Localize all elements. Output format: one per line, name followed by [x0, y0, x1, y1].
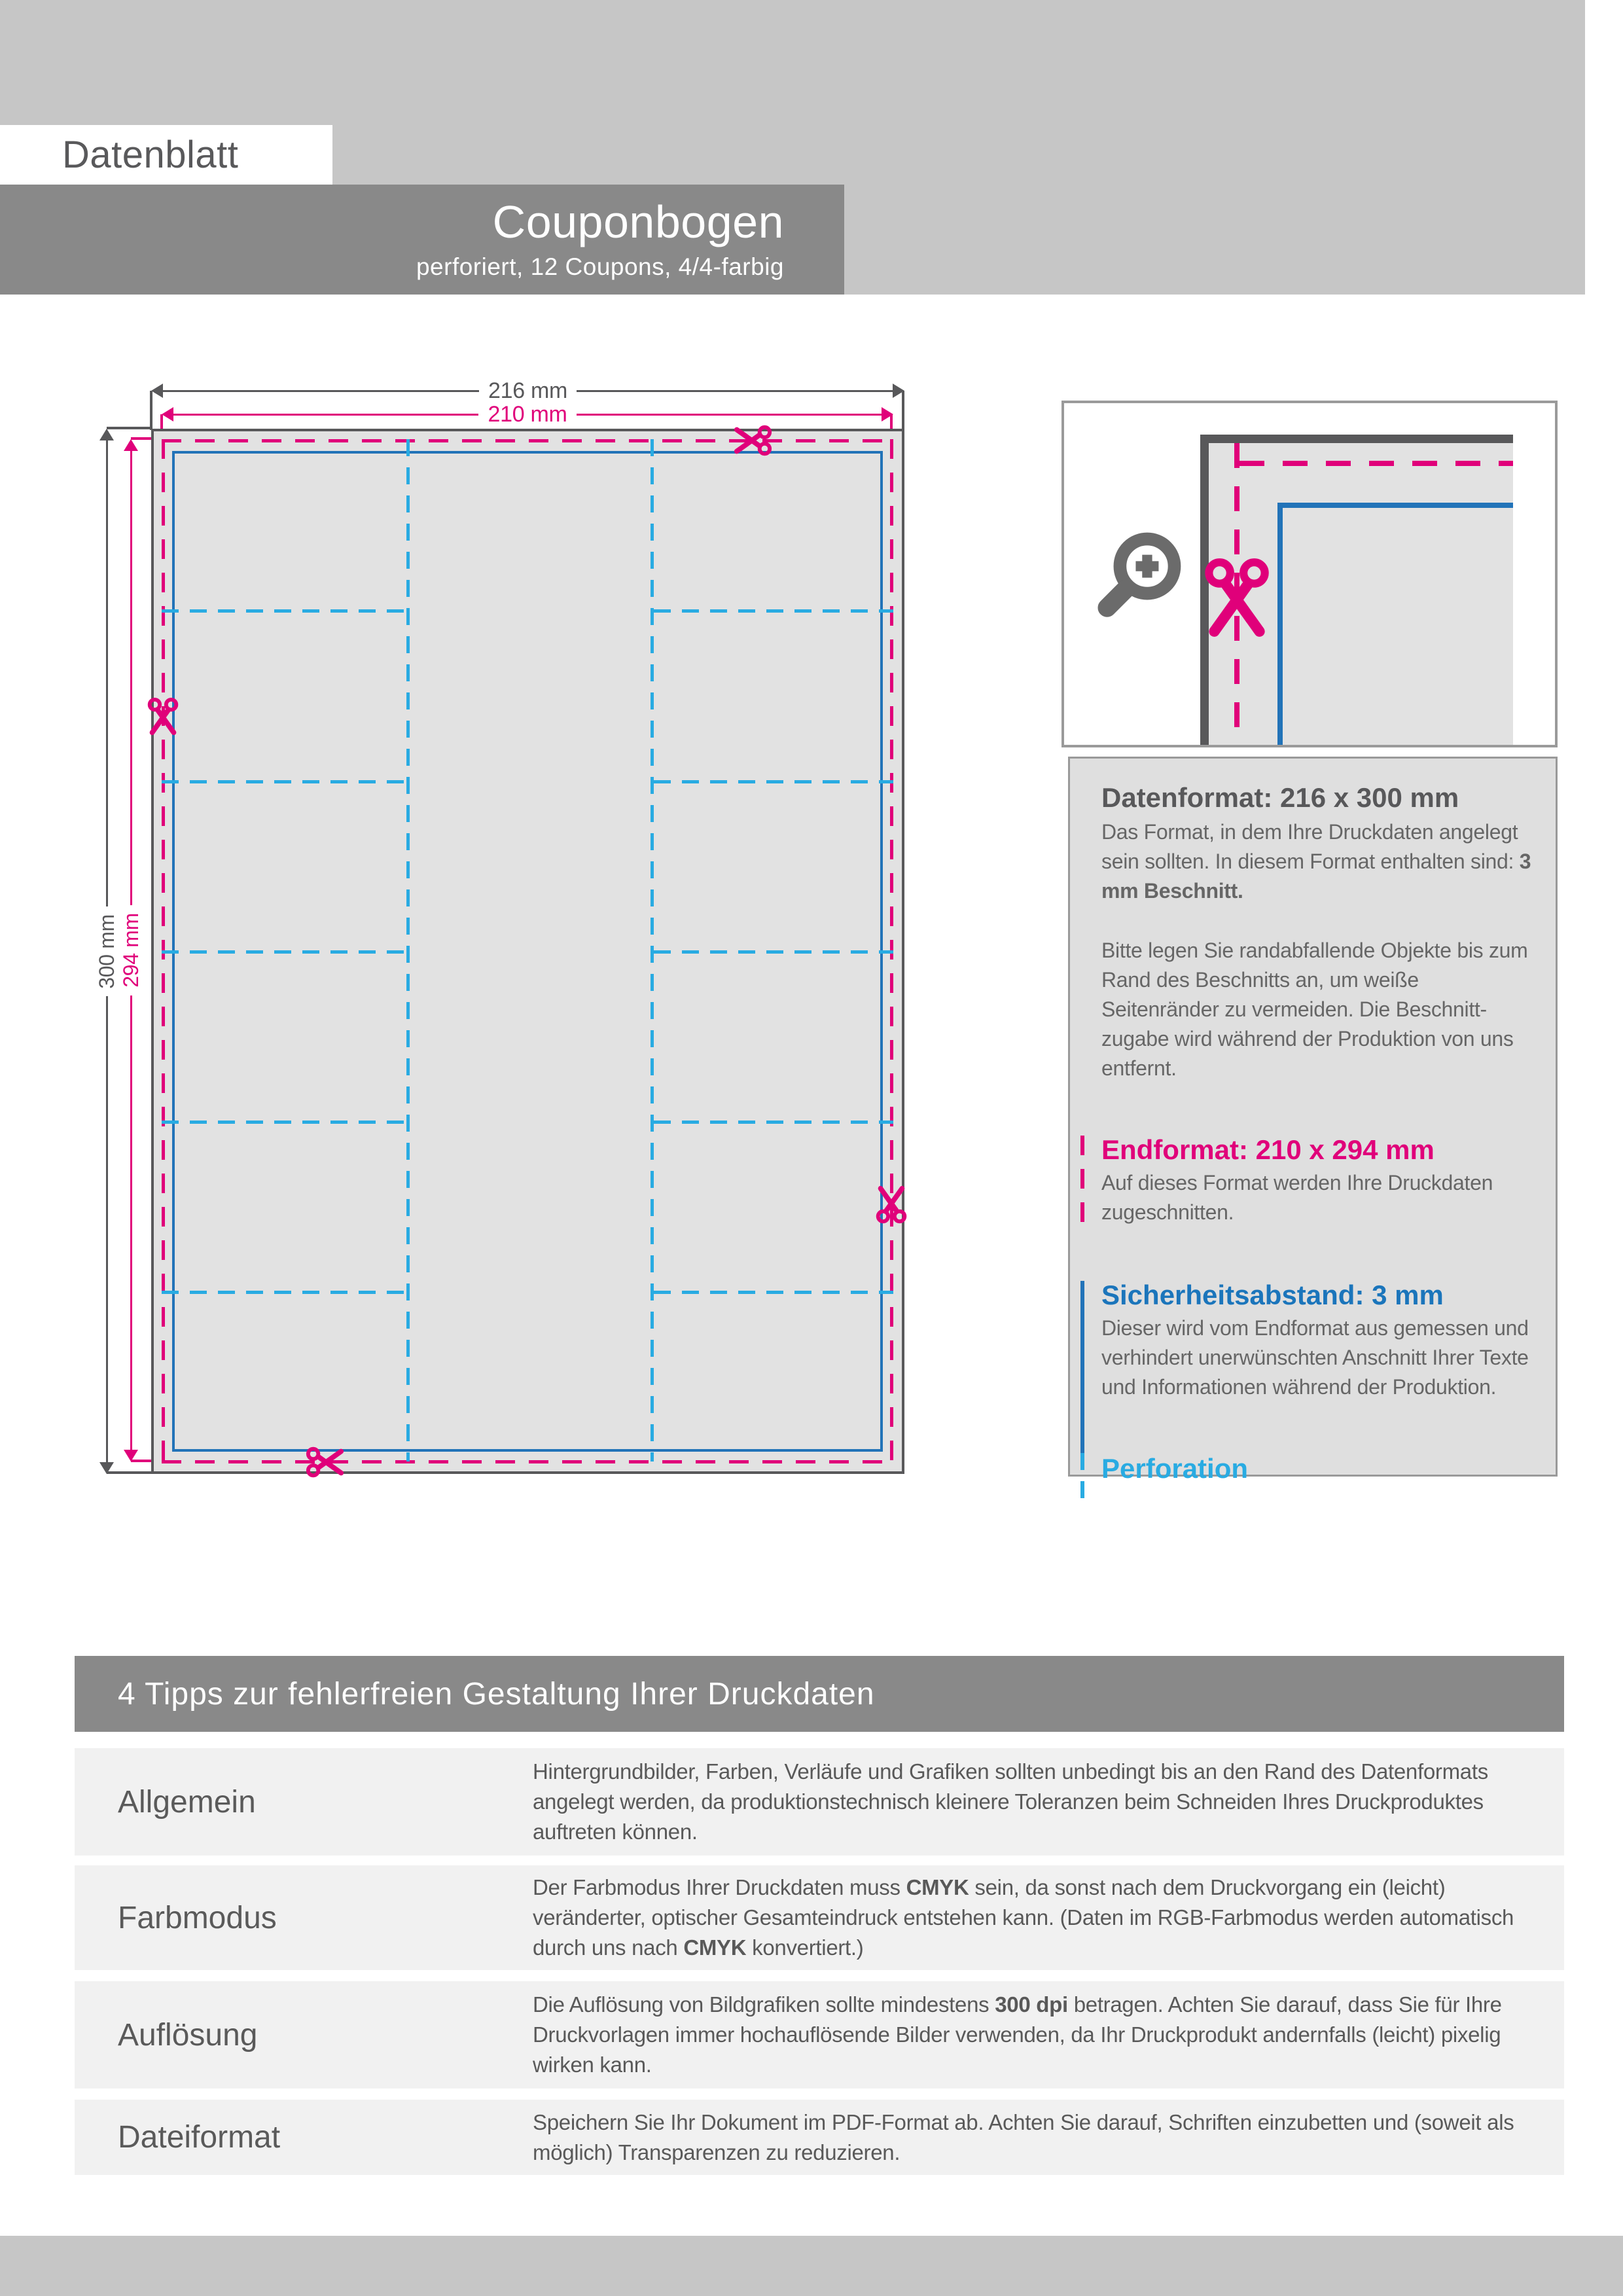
datenformat-text: Das Format, in dem Ihre Druckdaten angelegt sein sollten. In diesem Format enthalten sind: 3 mm Beschnitt.	[1101, 820, 1531, 903]
arrowhead-left-icon	[162, 407, 173, 422]
perforation-line-horizontal	[654, 609, 893, 613]
tips-row-label: Auflösung	[118, 2017, 258, 2053]
perforation-line-horizontal	[162, 780, 406, 783]
perforation-line-horizontal	[654, 950, 893, 954]
perforation-line-horizontal	[162, 1121, 406, 1124]
arrowhead-up-icon	[124, 439, 138, 451]
datenblatt-label-box	[0, 125, 332, 185]
tips-row-label: Allgemein	[118, 1784, 256, 1820]
scissors-icon	[143, 696, 183, 737]
cut-line-bottom	[162, 1460, 893, 1463]
scissors-icon	[871, 1184, 912, 1225]
dim-label-210mm: 210 mm	[488, 401, 567, 427]
endformat-marker-line	[1080, 1136, 1084, 1229]
tips-row-text: Der Farbmodus Ihrer Druckdaten muss CMYK sein, da sonst nach dem Druckvorgang ein (leicht) veränderter, optischer Gesamteindruck entstehen kann. (Daten im RGB-Farbmodus werden automatisch durch uns nach CMYK konvertiert.)	[533, 1875, 1514, 1960]
endformat-title: Endformat: 210 x 294 mm	[1101, 1134, 1435, 1165]
tips-row-dateiformat	[75, 2100, 1564, 2175]
dim-label-300mm: 300 mm	[94, 914, 118, 989]
tips-row-label: Farbmodus	[118, 1900, 277, 1935]
datenformat-title: Datenformat: 216 x 300 mm	[1101, 782, 1459, 813]
sheet-edge-top	[1200, 435, 1513, 443]
tips-row-farbmodus	[75, 1865, 1564, 1970]
product-subtitle: perforiert, 12 Coupons, 4/4-farbig	[416, 253, 784, 280]
datenblatt-label: Datenblatt	[62, 134, 239, 176]
perforation-title: Perforation	[1101, 1453, 1249, 1484]
sicherheitsabstand-title: Sicherheitsabstand: 3 mm	[1101, 1280, 1444, 1310]
perforation-line-horizontal	[654, 1121, 893, 1124]
perforation-block	[1101, 1453, 1532, 1484]
product-title-band	[0, 185, 844, 295]
endformat-block	[1101, 1134, 1532, 1227]
perforation-marker-line	[1080, 1453, 1084, 1501]
tips-row-allgemein	[75, 1748, 1564, 1856]
extension-line	[902, 391, 904, 430]
scissors-icon	[1200, 556, 1279, 641]
tips-row-label: Dateiformat	[118, 2120, 281, 2155]
arrowhead-left-icon	[151, 384, 163, 398]
tips-row-text: Hintergrundbilder, Farben, Verläufe und Grafiken sollten unbedingt bis an den Rand des Datenformats angelegt werden, da produktionstechnisch kleinere Toleranzen beim Schneiden Ihres Druckproduktes auftreten können.	[533, 1759, 1488, 1844]
dim-label-216mm: 216 mm	[488, 378, 568, 403]
dimension-height-inner	[120, 439, 142, 1462]
tips-title: 4 Tipps zur fehlerfreien Gestaltung Ihrer Druckdaten	[118, 1676, 875, 1712]
format-info-panel	[1068, 757, 1558, 1484]
safety-line-horizontal-zoomed	[1277, 503, 1513, 508]
extension-line	[107, 1471, 151, 1474]
perforation-line-vertical	[406, 439, 410, 1462]
dimension-width-outer	[151, 380, 904, 402]
perforation-line-horizontal	[654, 780, 893, 783]
extension-line	[107, 427, 151, 429]
dimension-width-inner	[162, 403, 893, 425]
dim-label-294mm: 294 mm	[118, 913, 143, 988]
scissors-icon	[305, 1442, 346, 1482]
tips-row-text: Die Auflösung von Bildgrafiken sollte mindestens 300 dpi betragen. Achten Sie darauf, dass Sie für Ihre Druckvorlagen immer hochauflösende Bilder verwenden, da Ihr Druckprodukt andernfalls (leicht) pixelig wirken kann.	[533, 1992, 1502, 2077]
sicherheitsabstand-text: Dieser wird vom Endformat aus gemessen und verhindert unerwünschten Anschnitt Ihrer Texte und Informationen während der Produktion.	[1101, 1316, 1529, 1399]
product-title: Couponbogen	[492, 196, 784, 248]
extension-line	[150, 391, 152, 430]
corner-detail-illustration	[1200, 435, 1522, 745]
sicherheitsabstand-marker-line	[1080, 1281, 1084, 1469]
perforation-line-horizontal	[654, 1291, 893, 1294]
beschnitt-text: Bitte legen Sie randabfallende Objekte bis zum Rand des Beschnitts an, um weiße Seitenränder zu vermeiden. Die Beschnitt-zugabe wird während der Produktion von uns entfernt.	[1101, 939, 1528, 1080]
perforation-line-horizontal	[162, 1291, 406, 1294]
tips-row-text: Speichern Sie Ihr Dokument im PDF-Format ab. Achten Sie darauf, Schriften einzubetten und (soweit als möglich) Transparenzen zu reduzieren.	[533, 2109, 1514, 2164]
zoom-detail-box	[1061, 401, 1558, 747]
scissors-icon	[732, 420, 773, 461]
arrowhead-up-icon	[99, 429, 114, 440]
magnifier-zoom-icon	[1094, 528, 1186, 619]
cut-line-top-zoomed	[1240, 461, 1513, 466]
tips-header-band	[75, 1656, 1564, 1732]
perforation-line-horizontal	[162, 609, 406, 613]
footer-band	[0, 2236, 1623, 2296]
cut-line-top	[162, 439, 893, 442]
sicherheitsabstand-block	[1101, 1280, 1532, 1402]
dimension-height-outer	[96, 429, 118, 1474]
endformat-text: Auf dieses Format werden Ihre Druckdaten zugeschnitten.	[1101, 1171, 1493, 1224]
perforation-line-horizontal	[162, 950, 406, 954]
tips-row-aufloesung	[75, 1981, 1564, 2089]
